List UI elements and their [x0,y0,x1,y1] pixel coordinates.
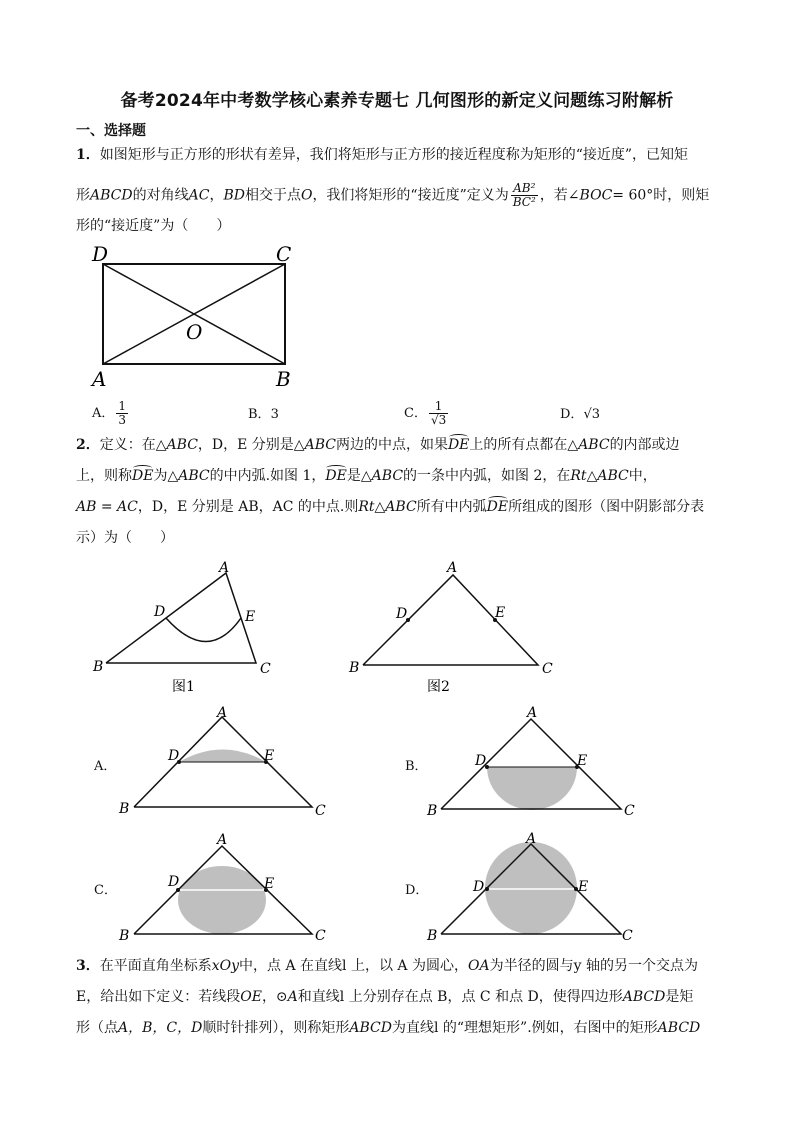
mid-inner-arc [166,618,241,642]
svg-text:A: A [217,832,228,848]
svg-text:E: E [245,609,256,625]
svg-text:A: A [527,705,538,721]
svg-text:D: D [168,874,180,890]
svg-text:A: A [447,560,458,576]
figure-2-caption: 图2 [427,679,450,695]
q2-option-b-label[interactable]: B． [405,759,428,774]
svg-text:D: D [396,606,408,622]
svg-text:D: D [475,753,487,769]
svg-text:E: E [577,753,588,769]
svg-text:A: A [526,831,537,847]
q2-option-d-label[interactable]: D． [405,883,429,898]
q3-line2: E，给出如下定义：若线段OE，⊙A和直线l 上分别存在点 B，点 C 和点 D，使得四边形ABCD是矩 [76,989,694,1005]
q1-line1: 1．如图矩形与正方形的形状有差异，我们将矩形与正方形的接近程度称为矩形的“接近度”，已知矩 [76,147,689,163]
q2-line1: 2．定义：在△ABC，D，E 分别是△ABC两边的中点，如果DE上的所有点都在△ABC的内部或边 [76,437,680,453]
svg-text:C: C [315,803,326,819]
svg-text:E: E [578,879,589,895]
svg-text:C: C [622,928,633,944]
svg-text:C: C [624,803,635,819]
q2-option-a-figure[interactable] [112,703,337,823]
svg-text:C: C [315,928,326,944]
q2-figure-1 [88,555,288,700]
q1-line3: 形的“接近度”为（ ） [76,218,231,234]
q1-option-d[interactable]: D．√3 [560,407,600,422]
q1-line2: 形ABCD的对角线AC，BD相交于点O，我们将矩形的“接近度”定义为 $\frac{\text{AB²}}{\text{BC²}}$ ，若∠BOC= 60°时，则矩 [76,181,710,209]
q2-figure-2 [345,555,560,700]
svg-text:D: D [154,604,166,620]
svg-text:A: A [217,705,228,721]
svg-text:A: A [219,560,230,576]
q1-option-b[interactable]: B．3 [248,407,279,422]
label-o: O [186,320,203,344]
q2-option-d-figure[interactable] [423,830,648,948]
label-c: C [276,242,292,266]
q1-number: 1． [76,147,100,163]
svg-text:E: E [495,605,506,621]
svg-text:B: B [119,801,130,817]
svg-text:B: B [427,928,438,944]
q2-line2: 上，则称DE为△ABC的中内弧.如图 1，DE是△ABC的一条中内弧，如图 2，在Rt△ABC中， [76,468,657,484]
q2-line3: AB = AC，D，E 分别是 AB，AC 的中点.则Rt△ABC所有中内弧DE所组成的图形（图中阴影部分表 [76,499,705,515]
figure-1-caption: 图1 [172,679,195,695]
label-a: A [92,367,107,391]
q1-fraction: $\frac{\text{AB²}}{\text{BC²}}$ [512,181,536,209]
svg-text:B: B [427,803,438,819]
q1-option-a[interactable]: A． $\frac{1}{3}$ [92,399,127,427]
q2-option-c-figure[interactable] [112,830,337,948]
svg-text:E: E [264,876,275,892]
page-title: 备考2024年中考数学核心素养专题七 几何图形的新定义问题练习附解析 [120,91,674,111]
svg-text:E: E [264,748,275,764]
q3-line3: 形（点A，B，C，D顺时针排列），则称矩形ABCD为直线l 的“理想矩形”.例如，右图中的矩形ABCD [76,1020,701,1036]
q1-rectangle-figure [88,240,308,392]
q2-line4: 示）为（ ） [76,530,174,546]
section-heading: 一、选择题 [76,123,146,139]
svg-text:C: C [542,661,553,677]
svg-text:D: D [473,879,485,895]
svg-text:B: B [119,928,130,944]
svg-text:B: B [349,660,360,676]
q1-option-c[interactable]: C． $\frac{1}{√3}$ [404,399,447,427]
q3-line1: 3．在平面直角坐标系xOy中，点 A 在直线l 上，以 A 为圆心，OA为半径的圆与y 轴的另一个交点为 [76,958,698,974]
q2-option-c-label[interactable]: C． [94,883,117,898]
label-b: B [276,367,291,391]
svg-text:C: C [260,661,271,677]
q2-option-b-figure[interactable] [423,703,648,823]
q2-option-a-label[interactable]: A． [94,759,117,774]
label-d: D [92,242,109,266]
svg-text:B: B [93,659,104,675]
svg-text:D: D [168,748,180,764]
